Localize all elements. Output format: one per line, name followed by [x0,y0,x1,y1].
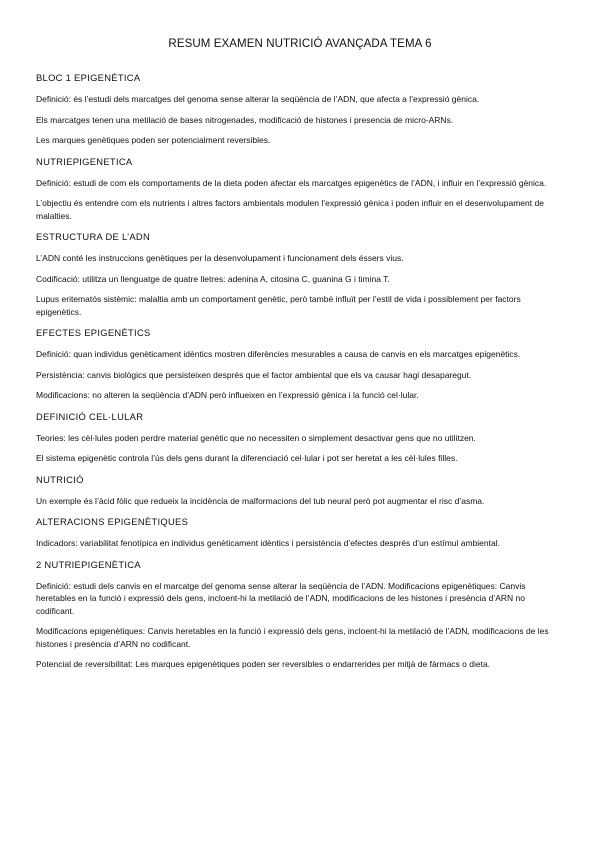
section-heading: BLOC 1 EPIGENÈTICA [36,72,141,83]
paragraph: Modificacions epigenètiques: Canvis heretables en la funció i expressió dels gens, incloent-hi la metilació de l’ADN, modificacions de les histones i presència d’ARN no codificant. [36,626,549,649]
paragraph: El sistema epigenètic controla l’ús dels gens durant la diferenciació cel·lular i pot ser heretat a les cèl·lules filles. [36,453,458,463]
paragraph: Els marcatges tenen una metilació de bases nitrogenades, modificació de histones i presencia de micro-ARNs. [36,114,454,125]
paragraph: Lupus eritematós sistèmic: malaltia amb un comportament genètic, però també influït per l’estil de vida i possiblement per factors epigenètics. [36,294,521,317]
section-heading: NUTRIEPIGENETICA [36,155,133,167]
paragraph: Teories: les cèl·lules poden perdre material genètic que no necessiten o simplement desactivar gens que no utilitzen. [36,432,476,443]
paragraph: Les marques genètiques poden ser potencialment reversibles. [36,135,271,145]
section-estructura-adn [36,231,564,318]
paragraph: L’objectiu és entendre com els nutrients i altres factors ambientals modulen l’expressió gènica i poden influir en el desenvolupament de malalties. [36,198,544,221]
paragraph: L’ADN conté les instruccions genètiques per la desenvolupament i funcionament dels éssers vius. [36,253,404,263]
section-heading: ALTERACIONS EPIGENÈTIQUES [36,516,189,527]
paragraph: Definició: estudi de com els comportaments de la dieta poden afectar els marcatges epigenètics de l’ADN, i influir en l’expressió gènica. [36,177,547,188]
section-efectes-epigenetics [36,327,564,402]
paragraph: Definició: és l’estudi dels marcatges del genoma sense alterar la seqüència de l’ADN, que afecta a l’expressió gènica. [36,94,480,104]
section-heading: DEFINICIÓ CEL·LULAR [36,410,144,422]
section-definicio-cellular [36,411,564,465]
section-heading: ESTRUCTURA DE L’ADN [36,231,151,242]
paragraph: Definició: estudi dels canvis en el marcatge del genoma sense alterar la seqüència de l’ADN. Modificacions epigenètiques: Canvis heretables en la funció i expressió dels gens, incloent-hi la metilació de l’ADN, modificacions de les histones i presència d’ARN no codificant. [36,580,526,616]
paragraph: Potencial de reversibilitat: Les marques epigenètiques poden ser reversibles o endarrerides per mitjà de fàrmacs o dieta. [36,659,491,669]
section-alteracions-epigenetiques [36,516,564,550]
section-heading: 2 NUTRIEPIGENÈTICA [36,558,141,570]
section-bloc-1-epigenetica [36,72,564,147]
paragraph: Indicadors: variabilitat fenotípica en individus genèticament idèntics i persistència d’efectes després d’un estímul ambiental. [36,538,500,548]
section-2-nutriepigenetica [36,559,564,671]
paragraph: Modificacions: no alteren la seqüència d’ADN però influeixen en l’expressió gènica i la funció cel·lular. [36,390,419,400]
paragraph: Un exemple és l’àcid fòlic que redueix la incidència de malformacions del tub neural però pot augmentar el risc d’asma. [36,495,485,506]
section-heading: EFECTES EPIGENÈTICS [36,327,151,338]
paragraph: Codificació: utilitza un llenguatge de quatre lletres: adenina A, citosina C, guanina G i timina T. [36,273,390,284]
section-nutricio [36,474,564,508]
section-nutriepigenetica [36,156,564,223]
paragraph: Definició: quan individus genèticament idèntics mostren diferències mesurables a causa de canvis en els marcatges epigenètics. [36,349,521,359]
document-title: RESUM EXAMEN NUTRICIÓ AVANÇADA TEMA 6 [168,38,432,50]
paragraph: Persistència: canvis biològics que persisteixen després que el factor ambiental que els va causar hagi desaparegut. [36,369,472,380]
section-heading: NUTRICIÓ [36,473,84,485]
